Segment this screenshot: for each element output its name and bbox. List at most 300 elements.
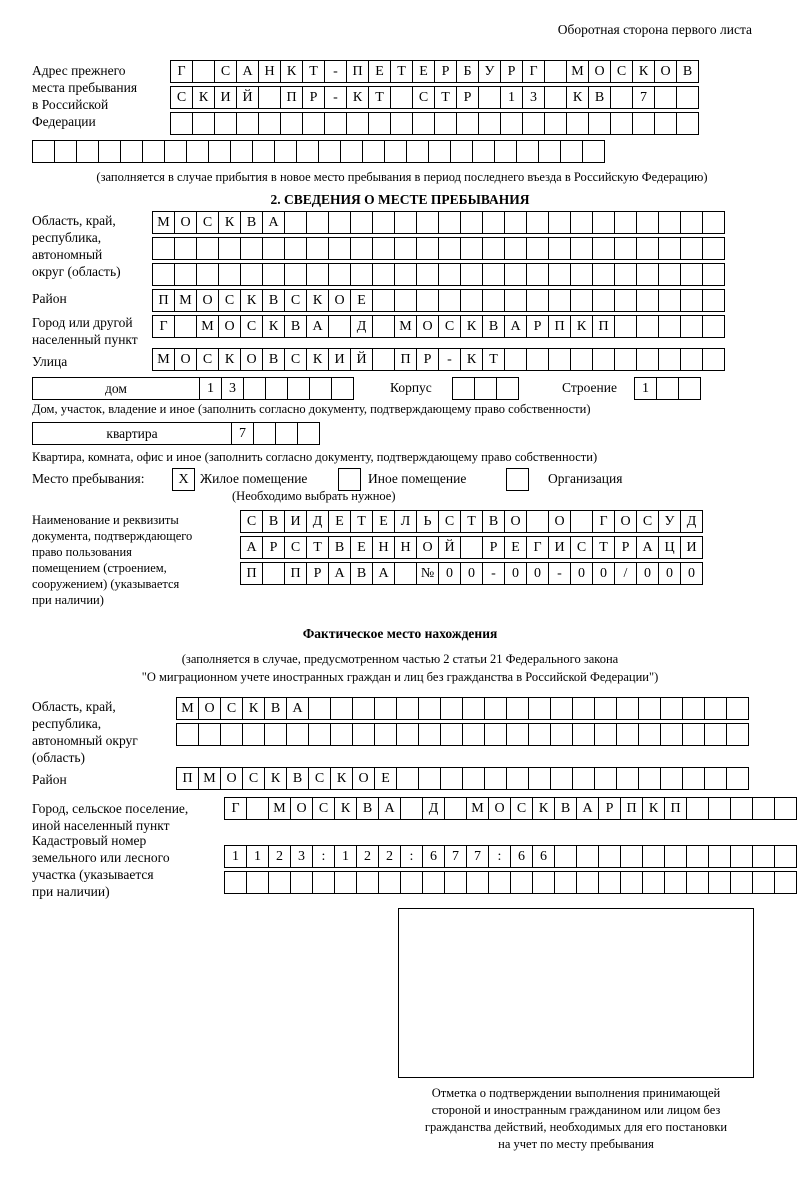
form-cell[interactable] (570, 348, 593, 371)
form-cell[interactable]: Р (416, 348, 439, 371)
form-cell[interactable] (246, 871, 269, 894)
form-cell[interactable] (174, 237, 197, 260)
form-cell[interactable] (478, 86, 501, 109)
form-cell[interactable] (284, 211, 307, 234)
form-cell[interactable] (142, 140, 165, 163)
form-cell[interactable] (444, 797, 467, 820)
form-cell[interactable] (726, 723, 749, 746)
form-cell[interactable] (438, 237, 461, 260)
form-cell[interactable]: А (636, 536, 659, 559)
form-cell[interactable] (460, 536, 483, 559)
form-cell[interactable]: М (394, 315, 417, 338)
form-cell[interactable]: Е (328, 510, 351, 533)
form-cell[interactable] (460, 237, 483, 260)
form-cell[interactable]: А (286, 697, 309, 720)
form-cell[interactable]: С (170, 86, 193, 109)
form-cell[interactable] (506, 723, 529, 746)
form-cell[interactable]: Р (482, 536, 505, 559)
prev-address-row-3[interactable] (170, 112, 698, 135)
form-cell[interactable]: И (548, 536, 571, 559)
form-cell[interactable] (588, 112, 611, 135)
form-cell[interactable] (526, 289, 549, 312)
form-cell[interactable] (438, 289, 461, 312)
form-cell[interactable]: К (264, 767, 287, 790)
form-cell[interactable]: Г (522, 60, 545, 83)
form-cell[interactable] (506, 697, 529, 720)
form-cell[interactable]: П (176, 767, 199, 790)
form-cell[interactable]: О (328, 289, 351, 312)
form-cell[interactable]: А (328, 562, 351, 585)
form-cell[interactable]: Е (412, 60, 435, 83)
form-cell[interactable] (554, 845, 577, 868)
form-cell[interactable]: Г (152, 315, 175, 338)
form-cell[interactable] (352, 723, 375, 746)
form-cell[interactable] (614, 289, 637, 312)
form-cell[interactable] (152, 237, 175, 260)
form-cell[interactable] (372, 237, 395, 260)
form-cell[interactable] (522, 112, 545, 135)
form-cell[interactable]: О (196, 289, 219, 312)
form-cell[interactable]: Т (434, 86, 457, 109)
form-cell[interactable] (418, 697, 441, 720)
form-cell[interactable]: Л (394, 510, 417, 533)
district-row[interactable] (152, 289, 724, 312)
form-cell[interactable] (594, 723, 617, 746)
region-row-1[interactable] (152, 211, 724, 234)
form-cell[interactable] (682, 767, 705, 790)
form-cell[interactable] (352, 697, 375, 720)
dom-cells[interactable] (199, 377, 353, 400)
form-cell[interactable] (658, 211, 681, 234)
form-cell[interactable]: К (642, 797, 665, 820)
form-cell[interactable] (284, 237, 307, 260)
form-cell[interactable]: М (152, 211, 175, 234)
korpus-cells[interactable] (452, 377, 518, 400)
form-cell[interactable] (658, 289, 681, 312)
form-cell[interactable]: 1 (500, 86, 523, 109)
form-cell[interactable] (306, 263, 329, 286)
form-cell[interactable] (560, 140, 583, 163)
form-cell[interactable] (192, 60, 215, 83)
form-cell[interactable] (592, 237, 615, 260)
form-cell[interactable] (532, 871, 555, 894)
form-cell[interactable] (676, 86, 699, 109)
form-cell[interactable] (526, 510, 549, 533)
form-cell[interactable] (654, 86, 677, 109)
form-cell[interactable]: А (262, 211, 285, 234)
form-cell[interactable] (372, 263, 395, 286)
region-row-2[interactable] (152, 237, 724, 260)
form-cell[interactable] (620, 845, 643, 868)
form-cell[interactable]: 6 (422, 845, 445, 868)
form-cell[interactable]: М (152, 348, 175, 371)
form-cell[interactable] (554, 871, 577, 894)
form-cell[interactable] (318, 140, 341, 163)
stay-place-checkbox-organization[interactable] (506, 468, 529, 491)
form-cell[interactable] (730, 845, 753, 868)
form-cell[interactable]: В (356, 797, 379, 820)
form-cell[interactable] (544, 112, 567, 135)
form-cell[interactable] (350, 237, 373, 260)
form-cell[interactable]: А (240, 536, 263, 559)
form-cell[interactable] (309, 377, 332, 400)
form-cell[interactable] (400, 871, 423, 894)
form-cell[interactable]: 3 (290, 845, 313, 868)
form-cell[interactable] (164, 140, 187, 163)
actual-region-row-2[interactable] (176, 723, 748, 746)
form-cell[interactable] (636, 348, 659, 371)
form-cell[interactable] (544, 60, 567, 83)
form-cell[interactable] (412, 112, 435, 135)
form-cell[interactable] (752, 871, 775, 894)
form-cell[interactable] (484, 723, 507, 746)
form-cell[interactable] (384, 140, 407, 163)
form-cell[interactable] (198, 723, 221, 746)
form-cell[interactable] (638, 767, 661, 790)
form-cell[interactable] (54, 140, 77, 163)
form-cell[interactable] (550, 723, 573, 746)
form-cell[interactable]: С (636, 510, 659, 533)
kvartira-cells[interactable] (231, 422, 319, 445)
actual-city-row[interactable] (224, 797, 796, 820)
form-cell[interactable] (262, 263, 285, 286)
form-cell[interactable]: 6 (510, 845, 533, 868)
form-cell[interactable]: М (176, 697, 199, 720)
form-cell[interactable]: Г (526, 536, 549, 559)
form-cell[interactable] (284, 263, 307, 286)
form-cell[interactable]: 6 (532, 845, 555, 868)
form-cell[interactable]: Е (374, 767, 397, 790)
form-cell[interactable] (350, 263, 373, 286)
form-cell[interactable] (372, 289, 395, 312)
form-cell[interactable] (372, 348, 395, 371)
form-cell[interactable]: И (680, 536, 703, 559)
form-cell[interactable]: Й (236, 86, 259, 109)
form-cell[interactable] (462, 723, 485, 746)
form-cell[interactable]: М (268, 797, 291, 820)
form-cell[interactable]: К (570, 315, 593, 338)
form-cell[interactable]: Д (306, 510, 329, 533)
form-cell[interactable]: 0 (504, 562, 527, 585)
form-cell[interactable] (598, 845, 621, 868)
form-cell[interactable] (570, 237, 593, 260)
form-cell[interactable] (488, 871, 511, 894)
form-cell[interactable] (196, 237, 219, 260)
form-cell[interactable] (576, 845, 599, 868)
form-cell[interactable]: С (312, 797, 335, 820)
form-cell[interactable]: Р (526, 315, 549, 338)
form-cell[interactable] (504, 348, 527, 371)
form-cell[interactable] (570, 263, 593, 286)
form-cell[interactable]: Т (368, 86, 391, 109)
form-cell[interactable] (460, 211, 483, 234)
form-cell[interactable]: 0 (680, 562, 703, 585)
form-cell[interactable] (704, 723, 727, 746)
form-cell[interactable] (664, 845, 687, 868)
form-cell[interactable] (496, 377, 519, 400)
form-cell[interactable]: В (676, 60, 699, 83)
form-cell[interactable]: Е (372, 510, 395, 533)
form-cell[interactable] (275, 422, 298, 445)
form-cell[interactable] (460, 263, 483, 286)
form-cell[interactable]: 1 (224, 845, 247, 868)
form-cell[interactable]: 7 (632, 86, 655, 109)
form-cell[interactable]: В (264, 697, 287, 720)
form-cell[interactable]: В (286, 767, 309, 790)
form-cell[interactable]: 0 (570, 562, 593, 585)
form-cell[interactable]: А (576, 797, 599, 820)
form-cell[interactable]: О (290, 797, 313, 820)
form-cell[interactable] (444, 871, 467, 894)
form-cell[interactable] (334, 871, 357, 894)
form-cell[interactable] (550, 767, 573, 790)
form-cell[interactable]: Е (350, 536, 373, 559)
form-cell[interactable] (638, 697, 661, 720)
form-cell[interactable] (484, 697, 507, 720)
form-cell[interactable] (570, 289, 593, 312)
form-cell[interactable]: О (504, 510, 527, 533)
form-cell[interactable] (240, 237, 263, 260)
form-cell[interactable] (394, 263, 417, 286)
form-cell[interactable]: Т (592, 536, 615, 559)
form-cell[interactable] (676, 112, 699, 135)
form-cell[interactable] (214, 112, 237, 135)
form-cell[interactable] (76, 140, 99, 163)
form-cell[interactable] (306, 211, 329, 234)
form-cell[interactable]: К (218, 211, 241, 234)
form-cell[interactable] (664, 871, 687, 894)
form-cell[interactable]: К (192, 86, 215, 109)
form-cell[interactable] (548, 289, 571, 312)
form-cell[interactable] (438, 263, 461, 286)
form-cell[interactable] (614, 237, 637, 260)
form-cell[interactable] (702, 211, 725, 234)
form-cell[interactable]: Е (504, 536, 527, 559)
form-cell[interactable] (752, 845, 775, 868)
form-cell[interactable]: 0 (636, 562, 659, 585)
form-cell[interactable]: С (570, 536, 593, 559)
form-cell[interactable]: П (280, 86, 303, 109)
form-cell[interactable]: Е (350, 289, 373, 312)
form-cell[interactable]: П (592, 315, 615, 338)
form-cell[interactable]: К (632, 60, 655, 83)
form-cell[interactable] (240, 263, 263, 286)
form-cell[interactable] (550, 697, 573, 720)
form-cell[interactable]: Р (302, 86, 325, 109)
form-cell[interactable] (32, 140, 55, 163)
form-cell[interactable] (636, 289, 659, 312)
form-cell[interactable] (174, 263, 197, 286)
form-cell[interactable] (258, 112, 281, 135)
form-cell[interactable] (636, 237, 659, 260)
form-cell[interactable] (632, 112, 655, 135)
form-cell[interactable] (528, 767, 551, 790)
form-cell[interactable]: К (218, 348, 241, 371)
form-cell[interactable]: К (330, 767, 353, 790)
form-cell[interactable] (406, 140, 429, 163)
form-cell[interactable] (390, 112, 413, 135)
form-cell[interactable]: Г (224, 797, 247, 820)
form-cell[interactable]: 1 (199, 377, 222, 400)
form-cell[interactable]: К (460, 348, 483, 371)
form-cell[interactable] (196, 263, 219, 286)
form-cell[interactable]: А (372, 562, 395, 585)
form-cell[interactable]: В (262, 510, 285, 533)
stroenie-cells[interactable] (634, 377, 700, 400)
form-cell[interactable] (416, 237, 439, 260)
form-cell[interactable]: С (242, 767, 265, 790)
form-cell[interactable] (330, 697, 353, 720)
form-cell[interactable]: Р (614, 536, 637, 559)
form-cell[interactable]: К (280, 60, 303, 83)
form-cell[interactable]: К (460, 315, 483, 338)
form-cell[interactable] (287, 377, 310, 400)
form-cell[interactable] (170, 112, 193, 135)
form-cell[interactable] (224, 871, 247, 894)
form-cell[interactable]: 0 (460, 562, 483, 585)
form-cell[interactable]: Т (390, 60, 413, 83)
form-cell[interactable] (702, 289, 725, 312)
form-cell[interactable]: В (588, 86, 611, 109)
form-cell[interactable] (702, 263, 725, 286)
form-cell[interactable] (302, 112, 325, 135)
form-cell[interactable] (440, 767, 463, 790)
form-cell[interactable] (614, 263, 637, 286)
form-cell[interactable]: 0 (438, 562, 461, 585)
form-cell[interactable] (616, 767, 639, 790)
form-cell[interactable] (494, 140, 517, 163)
form-cell[interactable] (538, 140, 561, 163)
form-cell[interactable]: В (240, 211, 263, 234)
form-cell[interactable] (510, 871, 533, 894)
form-cell[interactable]: К (566, 86, 589, 109)
form-cell[interactable] (242, 723, 265, 746)
form-cell[interactable]: П (548, 315, 571, 338)
form-cell[interactable]: С (196, 348, 219, 371)
form-cell[interactable] (548, 237, 571, 260)
form-cell[interactable] (528, 723, 551, 746)
form-cell[interactable] (616, 697, 639, 720)
form-cell[interactable]: 2 (356, 845, 379, 868)
form-cell[interactable] (434, 112, 457, 135)
form-cell[interactable] (686, 845, 709, 868)
form-cell[interactable]: Т (302, 60, 325, 83)
form-cell[interactable]: : (488, 845, 511, 868)
form-cell[interactable] (598, 871, 621, 894)
form-cell[interactable]: С (240, 510, 263, 533)
form-cell[interactable] (394, 562, 417, 585)
form-cell[interactable] (566, 112, 589, 135)
form-cell[interactable]: И (284, 510, 307, 533)
form-cell[interactable]: Н (394, 536, 417, 559)
form-cell[interactable]: А (306, 315, 329, 338)
form-cell[interactable] (262, 237, 285, 260)
form-cell[interactable] (620, 871, 643, 894)
form-cell[interactable] (658, 263, 681, 286)
form-cell[interactable] (614, 348, 637, 371)
form-cell[interactable]: С (220, 697, 243, 720)
form-cell[interactable] (528, 697, 551, 720)
form-cell[interactable]: Т (350, 510, 373, 533)
form-cell[interactable]: Й (438, 536, 461, 559)
form-cell[interactable]: В (482, 315, 505, 338)
form-cell[interactable] (328, 237, 351, 260)
form-cell[interactable]: О (588, 60, 611, 83)
form-cell[interactable] (702, 348, 725, 371)
form-cell[interactable]: О (174, 211, 197, 234)
form-cell[interactable] (252, 140, 275, 163)
form-cell[interactable] (218, 237, 241, 260)
form-cell[interactable]: / (614, 562, 637, 585)
form-cell[interactable]: У (478, 60, 501, 83)
form-cell[interactable] (572, 767, 595, 790)
form-cell[interactable]: 0 (592, 562, 615, 585)
form-cell[interactable] (328, 211, 351, 234)
prev-address-row-4[interactable] (32, 140, 604, 163)
form-cell[interactable]: О (614, 510, 637, 533)
form-cell[interactable] (416, 211, 439, 234)
form-cell[interactable]: И (328, 348, 351, 371)
form-cell[interactable]: Р (456, 86, 479, 109)
form-cell[interactable]: К (262, 315, 285, 338)
form-cell[interactable] (610, 86, 633, 109)
form-cell[interactable]: 7 (466, 845, 489, 868)
prev-address-row-1[interactable] (170, 60, 698, 83)
form-cell[interactable] (236, 112, 259, 135)
form-cell[interactable] (346, 112, 369, 135)
form-cell[interactable]: В (554, 797, 577, 820)
region-row-3[interactable] (152, 263, 724, 286)
form-cell[interactable] (656, 377, 679, 400)
form-cell[interactable] (610, 112, 633, 135)
form-cell[interactable] (544, 86, 567, 109)
form-cell[interactable] (730, 797, 753, 820)
form-cell[interactable]: Г (592, 510, 615, 533)
form-cell[interactable] (297, 422, 320, 445)
form-cell[interactable] (506, 767, 529, 790)
form-cell[interactable] (396, 767, 419, 790)
form-cell[interactable]: О (240, 348, 263, 371)
form-cell[interactable] (220, 723, 243, 746)
form-cell[interactable] (462, 767, 485, 790)
form-cell[interactable] (258, 86, 281, 109)
form-cell[interactable]: П (240, 562, 263, 585)
form-cell[interactable] (466, 871, 489, 894)
form-cell[interactable] (636, 315, 659, 338)
form-cell[interactable]: С (610, 60, 633, 83)
form-cell[interactable] (682, 723, 705, 746)
form-cell[interactable]: О (654, 60, 677, 83)
form-cell[interactable] (526, 237, 549, 260)
form-cell[interactable] (396, 723, 419, 746)
form-cell[interactable]: К (242, 697, 265, 720)
form-cell[interactable]: - (324, 60, 347, 83)
form-cell[interactable]: О (548, 510, 571, 533)
form-cell[interactable] (268, 871, 291, 894)
form-cell[interactable] (264, 723, 287, 746)
form-cell[interactable] (394, 289, 417, 312)
form-cell[interactable]: М (174, 289, 197, 312)
form-cell[interactable] (482, 289, 505, 312)
form-cell[interactable]: М (466, 797, 489, 820)
form-cell[interactable]: 1 (634, 377, 657, 400)
form-cell[interactable]: - (548, 562, 571, 585)
form-cell[interactable] (504, 237, 527, 260)
form-cell[interactable] (374, 697, 397, 720)
form-cell[interactable]: В (262, 289, 285, 312)
form-cell[interactable] (462, 697, 485, 720)
form-cell[interactable] (482, 211, 505, 234)
